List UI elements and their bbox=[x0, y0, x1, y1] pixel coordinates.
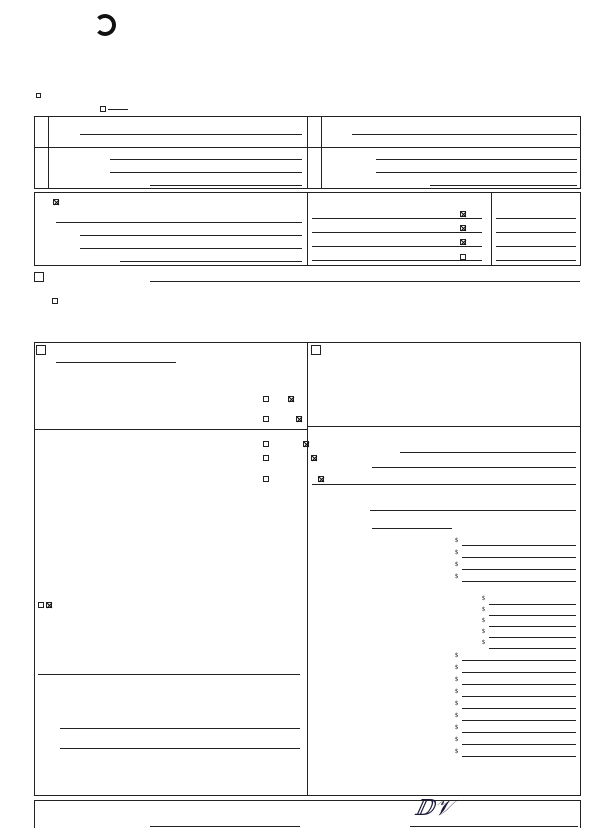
total-row: $ bbox=[312, 748, 578, 759]
total-row: $ bbox=[312, 676, 578, 687]
checkbox-icon[interactable] bbox=[311, 455, 317, 461]
checkbox-icon[interactable] bbox=[296, 416, 302, 422]
price-row: $ bbox=[312, 537, 578, 548]
tier-row: $ bbox=[312, 618, 578, 628]
price-row: $ bbox=[312, 573, 578, 584]
checkbox-icon[interactable] bbox=[318, 476, 324, 482]
section-4-number bbox=[34, 272, 44, 282]
seller-side-label bbox=[37, 150, 47, 186]
total-row: $ bbox=[312, 712, 578, 723]
checkbox-icon[interactable] bbox=[288, 396, 294, 402]
checkbox-icon[interactable] bbox=[263, 396, 269, 402]
checkbox-icon[interactable] bbox=[263, 476, 269, 482]
checkbox-icon[interactable] bbox=[263, 455, 269, 461]
checkbox-icon[interactable] bbox=[303, 441, 309, 447]
checkbox-icon[interactable] bbox=[263, 416, 269, 422]
segregation-check[interactable] bbox=[52, 298, 58, 304]
total-row: $ bbox=[312, 688, 578, 699]
tier-row: $ bbox=[312, 596, 578, 606]
continuance-row bbox=[38, 602, 52, 608]
checkbox-icon[interactable] bbox=[460, 211, 466, 217]
checkbox-icon[interactable] bbox=[263, 441, 269, 447]
checkbox-icon[interactable] bbox=[53, 199, 59, 205]
price-row: $ bbox=[312, 561, 578, 572]
buyer-side-label bbox=[310, 150, 320, 186]
price-row: $ bbox=[312, 549, 578, 560]
multi-location-check[interactable] bbox=[36, 93, 126, 98]
total-row: $ bbox=[312, 724, 578, 735]
checkbox-icon[interactable] bbox=[46, 602, 52, 608]
total-row: $ bbox=[312, 664, 578, 675]
checkbox-icon[interactable] bbox=[460, 225, 466, 231]
section-8 bbox=[34, 800, 581, 828]
grantee-signature: ⅅ𝒱 bbox=[415, 796, 453, 821]
total-row: $ bbox=[312, 736, 578, 747]
tier-row: $ bbox=[312, 629, 578, 639]
tier-row: $ bbox=[312, 607, 578, 617]
dor-logo-icon bbox=[94, 14, 116, 36]
total-row: $ bbox=[312, 652, 578, 663]
partial-sale-check[interactable] bbox=[100, 106, 128, 112]
total-row: $ bbox=[312, 700, 578, 711]
section-7-number bbox=[311, 345, 321, 355]
dor-logo bbox=[32, 14, 122, 54]
correspondence-row bbox=[50, 199, 59, 205]
tier-row: $ bbox=[312, 640, 578, 650]
checkbox-icon[interactable] bbox=[36, 93, 41, 98]
checkbox-icon[interactable] bbox=[52, 298, 58, 304]
section-5-number bbox=[36, 345, 46, 355]
checkbox-icon[interactable] bbox=[100, 106, 106, 112]
checkbox-icon[interactable] bbox=[460, 239, 466, 245]
checkbox-icon[interactable] bbox=[38, 602, 44, 608]
